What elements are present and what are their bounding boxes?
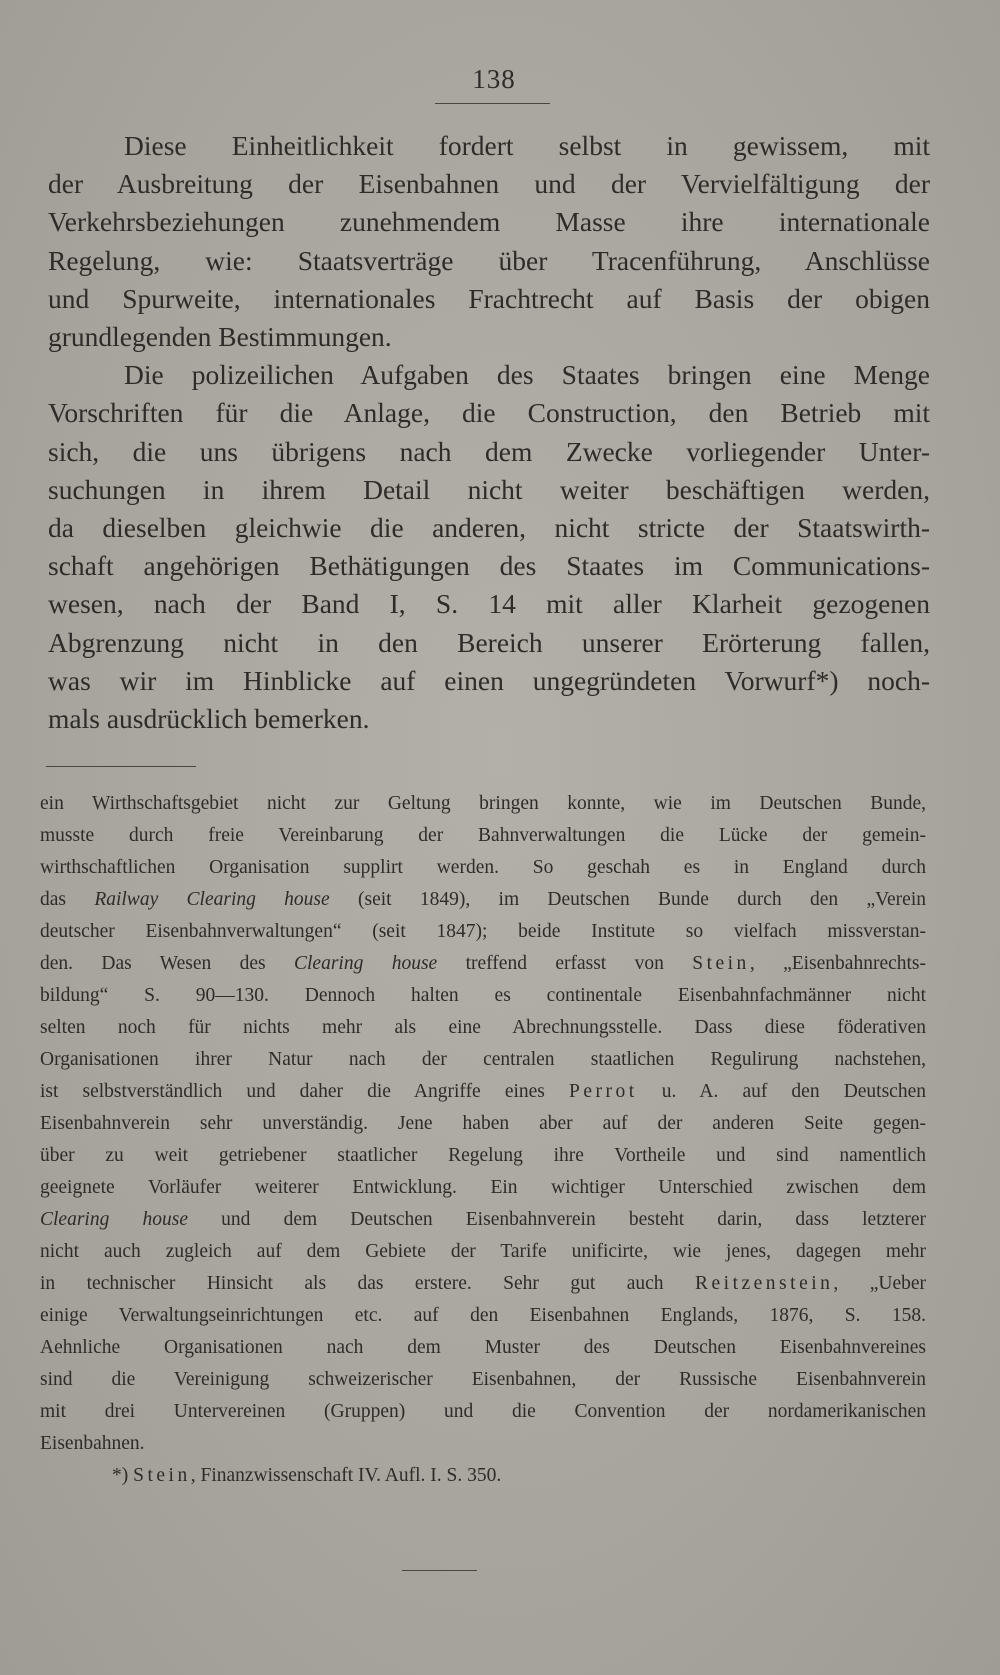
footnote-line [40,1204,926,1236]
footnote-italic: Clearing house [40,1209,188,1230]
main-line: Diese Einheitlichkeit fordert selbst in gewissem, mit [124,130,930,161]
footnote-text: treffend erfasst von [437,953,693,974]
footnote-line: Eisenbahnen. [40,1433,145,1454]
footnote-line: bildung“ S. 90—130. Dennoch halten es continentale Eisenbahnfachmänner nicht [40,985,926,1006]
main-line: der Ausbreitung der Eisenbahnen und der Vervielfältigung der [48,168,930,200]
footnote-line: Organisationen ihrer Natur nach der centralen staatlichen Regulirung nachstehen, [40,1049,926,1070]
footnote-line: wirthschaftlichen Organisation supplirt werden. So geschah es in England durch [40,857,926,878]
footnote-rule [46,766,196,767]
author-name: Stein [692,953,750,974]
footnote-line: deutscher Eisenbahnverwaltungen“ (seit 1847); beide Institute so vielfach missverstan- [40,921,926,942]
main-line: Vorschriften für die Anlage, die Construction, den Betrieb mit [48,397,930,429]
footnote-text: den. Das Wesen des [40,953,294,974]
footnote-line: einige Verwaltungseinrichtungen etc. auf den Eisenbahnen Englands, 1876, S. 158. [40,1305,926,1326]
footnote-text: , Finanzwissenschaft IV. Aufl. I. S. 350. [190,1465,502,1486]
footnote-line: mit drei Untervereinen (Gruppen) und die Convention der nordamerikanischen [40,1401,926,1422]
footnote-text: ist selbstverständlich und daher die Angriffe eines [40,1081,569,1102]
main-line: da dieselben gleichwie die anderen, nicht stricte der Staatswirth- [48,512,930,544]
main-line: grundlegenden Bestimmungen. [48,321,392,353]
footnote-line [40,1076,926,1108]
page-number-rule [435,103,550,104]
footnote-text: u. A. auf den Deutschen [637,1081,926,1102]
footnote-text: das [40,889,95,910]
main-text [48,127,930,738]
main-line: wesen, nach der Band I, S. 14 mit aller Klarheit gezogenen [48,588,930,620]
footnote-text: (seit 1849), im Deutschen Bunde durch den „Verein [329,889,926,910]
footnote-text: , „Ueber [833,1273,927,1294]
author-name: Reitzenstein [695,1273,834,1294]
main-line: und Spurweite, internationales Frachtrecht auf Basis der obigen [48,282,930,314]
main-line: Abgrenzung nicht in den Bereich unserer Erörterung fallen, [48,626,930,658]
footnote-italic: Clearing house [294,953,438,974]
footnote-text: und dem Deutschen Eisenbahnverein besteht darin, dass letzterer [188,1209,926,1230]
footnote-line [40,948,926,980]
footnote-marker: *) [112,1465,134,1486]
footnote-line: Aehnliche Organisationen nach dem Muster des Deutschen Eisenbahnvereines [40,1337,926,1358]
footnote-text: , „Eisenbahnrechts- [749,953,926,974]
footnotes [40,788,926,1492]
main-line: suchungen in ihrem Detail nicht weiter beschäftigen werden, [48,473,930,505]
footnote-line: selten noch für nichts mehr als eine Abrechnungsstelle. Dass diese föderativen [40,1017,926,1038]
star-footnote [40,1460,926,1492]
footnote-line: Eisenbahnverein sehr unverständig. Jene haben aber auf der anderen Seite gegen- [40,1113,926,1134]
end-rule [402,1570,477,1571]
footnote-line: nicht auch zugleich auf dem Gebiete der Tarife unificirte, wie jenes, dagegen mehr [40,1241,926,1262]
main-line: Verkehrsbeziehungen zunehmendem Masse ihre internationale [48,206,930,238]
page-number: 138 [472,64,516,94]
author-name: Stein [133,1465,191,1486]
footnote-line: sind die Vereinigung schweizerischer Eisenbahnen, der Russische Eisenbahnverein [40,1369,926,1390]
main-line: schaft angehörigen Bethätigungen des Staates im Communications- [48,550,930,582]
main-line: Die polizeilichen Aufgaben des Staates bringen eine Menge [124,359,930,391]
author-name: Perrot [568,1081,638,1102]
main-line: mals ausdrücklich bemerken. [48,703,370,735]
footnote-text: in technischer Hinsicht als das erstere. Sehr gut auch [40,1273,695,1294]
main-line: Regelung, wie: Staatsverträge über Tracenführung, Anschlüsse [48,244,930,276]
footnote-italic: Railway Clearing house [94,889,330,910]
main-line: was wir im Hinblicke auf einen ungegründeten Vorwurf*) noch- [48,664,930,696]
footnote-line: ein Wirthschaftsgebiet nicht zur Geltung bringen konnte, wie im Deutschen Bunde, [40,793,926,814]
footnote-line [40,884,926,916]
footnote-line [40,1268,926,1300]
footnote-line: musste durch freie Vereinbarung der Bahnverwaltungen die Lücke der gemein- [40,825,926,846]
footnote-line: über zu weit getriebener staatlicher Regelung ihre Vortheile und sind namentlich [40,1145,926,1166]
main-line: sich, die uns übrigens nach dem Zwecke vorliegender Unter- [48,435,930,467]
footnote-line: geeignete Vorläufer weiterer Entwicklung. Ein wichtiger Unterschied zwischen dem [40,1177,926,1198]
